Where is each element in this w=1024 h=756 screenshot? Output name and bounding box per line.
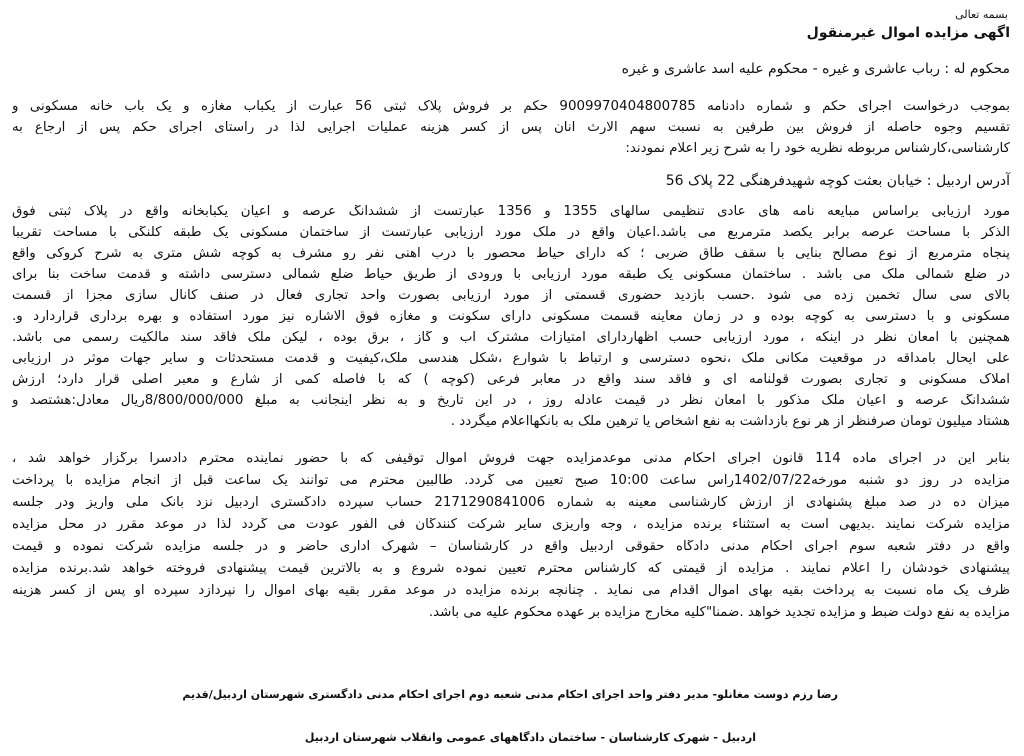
appraisal-line: الذکر با مساحت عرصه برابر یکصد مترمربع می باشد.اعیان واقع در ملک مورد ارزیابی عبارتست از ساختمان مسکونی یک طبقه کلنگی با مساحت تقریباً — [12, 226, 1010, 240]
auction-line: ظرف یک ماه نسبت به پرداخت بقیه بهای اموال اقدام می نماید . چنانچه برنده مزایده در موعد مقرر بقیه بهای اموال را نپردازد سپرده او پس از کسر هزینه — [12, 584, 1010, 598]
notice-title: اگهی مزایده اموال غیرمنقول — [806, 25, 1010, 41]
appraisal-line: مسکونی و با دسترسی به کوچه بوده و در زمان معاینه قسمت مسکونی دارای سکونت و مغازه فوق الاشاره نیز مورد استفاده و بهره برداری قراردارد و. — [12, 310, 1010, 324]
appraisal-line: ششدانگ عرصه و اعیان ملک مذکور با امعان نظر در قیمت عادله روز ، در این تاریخ و به نظر اینجانب به مبلغ 8/800/000/000ریال معادل:هشتصد و — [12, 394, 1010, 408]
intro-line: تقسیم وجوه حاصله از فروش بین طرفین به نسبت سهم الارث آنان پس از کسر هزینه عملیات اجرایی لذا در راستای اجرای حکم پس از ارجاع به — [12, 121, 1010, 135]
auction-line: پیشنهادی خودشان را اعلام نمایند . مزایده از قیمتی که کارشناس محترم تعیین نموده شروع و به بالاترین قیمت پیشنهادی فروخته خواهد شد.برنده مزایده — [12, 562, 1010, 576]
auction-line: میزان ده در صد مبلغ پشنهادی از ارزش کارشناسی معینه به شماره 2171290841006 حساب سپرده دادگستری اردبیل نزد بانک ملی واریز ودر جلسه — [12, 496, 1010, 510]
appraisal-line: مورد ارزیابی براساس مبایعه نامه های عادی تنظیمی سالهای 1355 و 1356 عبارتست از ششدانگ عرصه و اعیان یکبابخانه واقع در پلاک ثبتی فوق — [12, 205, 1010, 219]
intro-line: کارشناسی،کارشناس مربوطه نظریه خود را به شرح زیر اعلام نمودند: — [625, 141, 1010, 156]
appraisal-line: علی ایحال بامداقه در موقعیت مکانی ملک ،نحوه دسترسی و ارتباط با شوارع ،شکل هندسی ملک،کیفیت و قدمت مستحدثات و سایر جهات موثر در ارزیابی — [12, 352, 1010, 366]
auction-line: بنابر این در اجرای ماده 114 قانون اجرای احکام مدنی موعدمزایده جهت فروش اموال توقیفی که با حضور نماینده محترم دادسرا برگزار خواهد شد ، — [12, 452, 1010, 466]
auction-line: واقع در دفتر شعبه سوم اجرای احکام مدنی دادگاه حقوقی اردبیل واقع در کارشناسان – شهرک اداری حاضر و در جلسه مزایده شرکت نموده و قیمت — [12, 540, 1010, 554]
appraisal-line: هشتاد میلیون تومان صرفنظر از هر نوع بازداشت به نفع اشخاص یا ترهین ملک به بانکهااعلام میگردد . — [450, 414, 1010, 429]
appraisal-line: در ضلع شمالی ملک می باشد . ساختمان مسکونی یک طبقه مورد ارزیابی با ورودی از طریق حیاط ضلع شمالی دسترسی داشته و قدمت ساخت بنا برای — [12, 268, 1010, 282]
signature-address: اردبیل - شهرک کارشناسان - ساختمان دادگاههای عمومی وانقلاب شهرستان اردبیل — [304, 731, 756, 744]
appraisal-line: همچنین با امعان نظر در اینکه ، مورد ارزیابی حسب اظهاردارای امتیازات مشترک آب و گاز ، برق بوده ، لیکن ملک فاقد سند مالکیت رسمی می باشد. — [12, 331, 1010, 345]
appraisal-line: املاک مسکونی و تجاری بصورت قولنامه ای و فاقد سند واقع در معابر فرعی (کوچه ) که با فاصله کمی از شارع و معبر اصلی قرار دارد؛ ارزش — [12, 373, 1010, 387]
appraisal-line: پنجاه مترمربع از نوع مصالح بنایی با سقف طاق ضربی ؛ که دارای حیاط محصور با درب آهنی نفر رو مشرف به کوچه شش متری به شرح کروکی واقع — [12, 247, 1010, 261]
auction-line: مزایده در روز دو شنبه مورخه1402/07/22راس ساعت 10:00 صبح تعیین می گردد. طالبین محترم می توانند یک ساعت قبل از انجام مزایده با پرداخت — [12, 474, 1010, 488]
parties-line: محکوم له : رباب عاشری و غیره - محکوم علیه اسد عاشری و غیره — [621, 61, 1010, 77]
appraisal-line: بالای سی سال تخمین زده می شود .حسب بازدید حضوری قسمتی از مورد ارزیابی بصورت واحد تجاری فعال در صنف کانال سازی مجزا از قسمت — [12, 289, 1010, 303]
bismillah-text: بسمه تعالی — [955, 8, 1008, 21]
intro-line: بموجب درخواست اجرای حکم و شماره دادنامه 9009970404800785 حکم بر فروش پلاک ثبتی 56 عبارت از یکباب مغازه و یک باب خانه مسکونی و — [12, 100, 1010, 114]
property-address: آدرس اردبیل : خیابان بعثت کوچه شهیدفرهنگی 22 پلاک 56 — [665, 173, 1010, 189]
auction-line: مزایده شرکت نمایند .بدیهی است به استثناء برنده مزایده ، وجه واریزی سایر شرکت کنندگان فی الفور عودت می گردد لذا در موعد مقرر در محل مزایده — [12, 518, 1010, 532]
signature-officer: رضا رزم دوست مغانلو- مدیر دفتر واحد اجرای احکام مدنی شعبه دوم اجرای احکام مدنی دادگستری شهرستان اردبیل/قدیم — [182, 688, 838, 701]
auction-line: مزایده به نفع دولت ضبط و مزایده تجدید خواهد .ضمنا"کلیه مخارج مزایده بر عهده محکوم علیه می باشد. — [428, 605, 1010, 620]
